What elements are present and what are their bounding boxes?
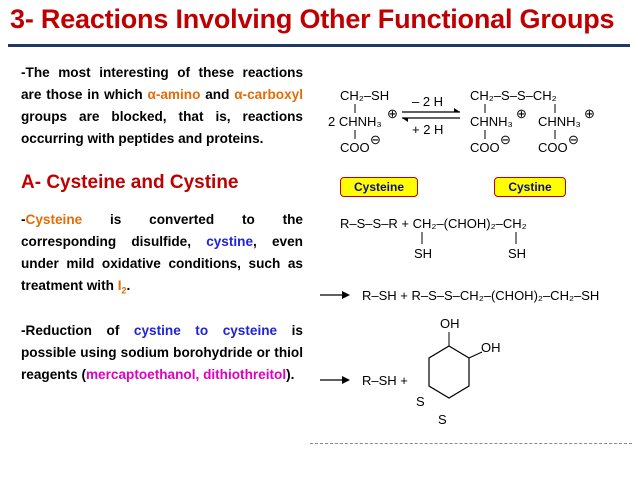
- cystine-disulfide-chain: CH₂–S–S–CH₂: [470, 88, 557, 103]
- reduction-to-word: to: [180, 322, 223, 338]
- dithiane-ring: [429, 346, 469, 398]
- ring-hydroxyl-group: OH: [481, 340, 501, 355]
- intro-text-3: groups are blocked, that is, reactions occurring with peptides and proteins.: [21, 109, 303, 146]
- cysteine-text-3: .: [126, 278, 131, 293]
- cystine-plus-charge-1: ⊕: [516, 106, 527, 121]
- cysteine-text-1: is converted to the corresponding disulfide,: [21, 212, 303, 249]
- dithiothreitol-term: dithiothreitol: [203, 366, 287, 382]
- cysteine-side-chain: CH₂–SH: [340, 88, 390, 103]
- oxidation-label: – 2 H: [412, 94, 444, 109]
- reduction-text-2: is possible using sodium borohydride or thiol reagents (: [21, 322, 303, 382]
- cysteine-text-2: , even under mild oxidative conditions, such as treatment with: [21, 234, 303, 293]
- alpha-carboxyl-term: α-carboxyl: [234, 87, 303, 102]
- cystine-alpha-carbon-2: CHNH₃: [538, 114, 581, 129]
- hydroxyl-group: OH: [440, 316, 460, 331]
- section-heading: A- Cysteine and Cystine: [21, 172, 239, 193]
- cystine-alpha-carbon-1: CHNH₃: [470, 114, 513, 129]
- cystine-term: cystine: [206, 234, 254, 249]
- cystine-carboxylate-1: COO: [470, 140, 500, 155]
- cyclization-arrow-head: [342, 376, 350, 384]
- slide-title: 3- Reactions Involving Other Functional Groups: [10, 4, 615, 34]
- cystine-minus-charge-1: ⊖: [500, 132, 511, 147]
- cystine-plus-charge-2: ⊕: [584, 106, 595, 121]
- panel-bottom-rule: [310, 443, 632, 444]
- iodine-symbol: I: [117, 278, 122, 293]
- mixed-disulfide-products: R–SH + R–S–S–CH₂–(CHOH)₂–CH₂–SH: [362, 288, 600, 303]
- cysteine-plus-charge: ⊕: [387, 106, 398, 121]
- thiol-group-1: SH: [414, 246, 433, 261]
- cysteine-minus-charge: ⊖: [370, 132, 381, 147]
- ring-sulfur-1: S: [416, 394, 425, 409]
- reduction-label: + 2 H: [412, 122, 444, 137]
- thiol-group-2: SH: [508, 246, 527, 261]
- iodine-subscript: 2: [121, 285, 127, 296]
- ring-sulfur-2: S: [438, 412, 447, 427]
- reaction-scheme: [310, 80, 632, 440]
- reduction-cystine-term: cystine: [133, 322, 181, 338]
- reduction-paragraph: [21, 320, 303, 386]
- alpha-amino-term: α-amino: [147, 87, 201, 102]
- cysteine-dash: -: [21, 212, 26, 227]
- disulfide-plus-dithiol: R–S–S–R + CH₂–(CHOH)₂–CH₂: [340, 216, 527, 231]
- text-column: [21, 62, 303, 386]
- cysteine-paragraph: [21, 209, 303, 302]
- cysteine-tag: Cysteine: [340, 177, 418, 197]
- cystine-minus-charge-2: ⊖: [568, 132, 579, 147]
- cystine-tag: Cystine: [494, 177, 566, 197]
- thiol-product: R–SH +: [362, 373, 408, 388]
- reduction-text-1: -Reduction of: [21, 322, 134, 338]
- cysteine-alpha-carbon: 2 CHNH₃: [328, 114, 382, 129]
- intro-text-2: and: [200, 87, 235, 102]
- cystine-carboxylate-2: COO: [538, 140, 568, 155]
- cysteine-term: Cysteine: [25, 212, 83, 227]
- intro-paragraph: [21, 62, 303, 150]
- reduction-cysteine-term: cysteine: [222, 322, 278, 338]
- mercaptoethanol-term: mercaptoethanol,: [85, 366, 200, 382]
- cysteine-carboxylate: COO: [340, 140, 370, 155]
- reaction-scheme-svg: [310, 80, 632, 440]
- reduction-text-3: ).: [286, 366, 295, 382]
- exchange-arrow-head: [342, 291, 350, 299]
- intro-text-1: -The most interesting of these reactions are those in which: [21, 65, 303, 102]
- title-underline: [8, 44, 630, 47]
